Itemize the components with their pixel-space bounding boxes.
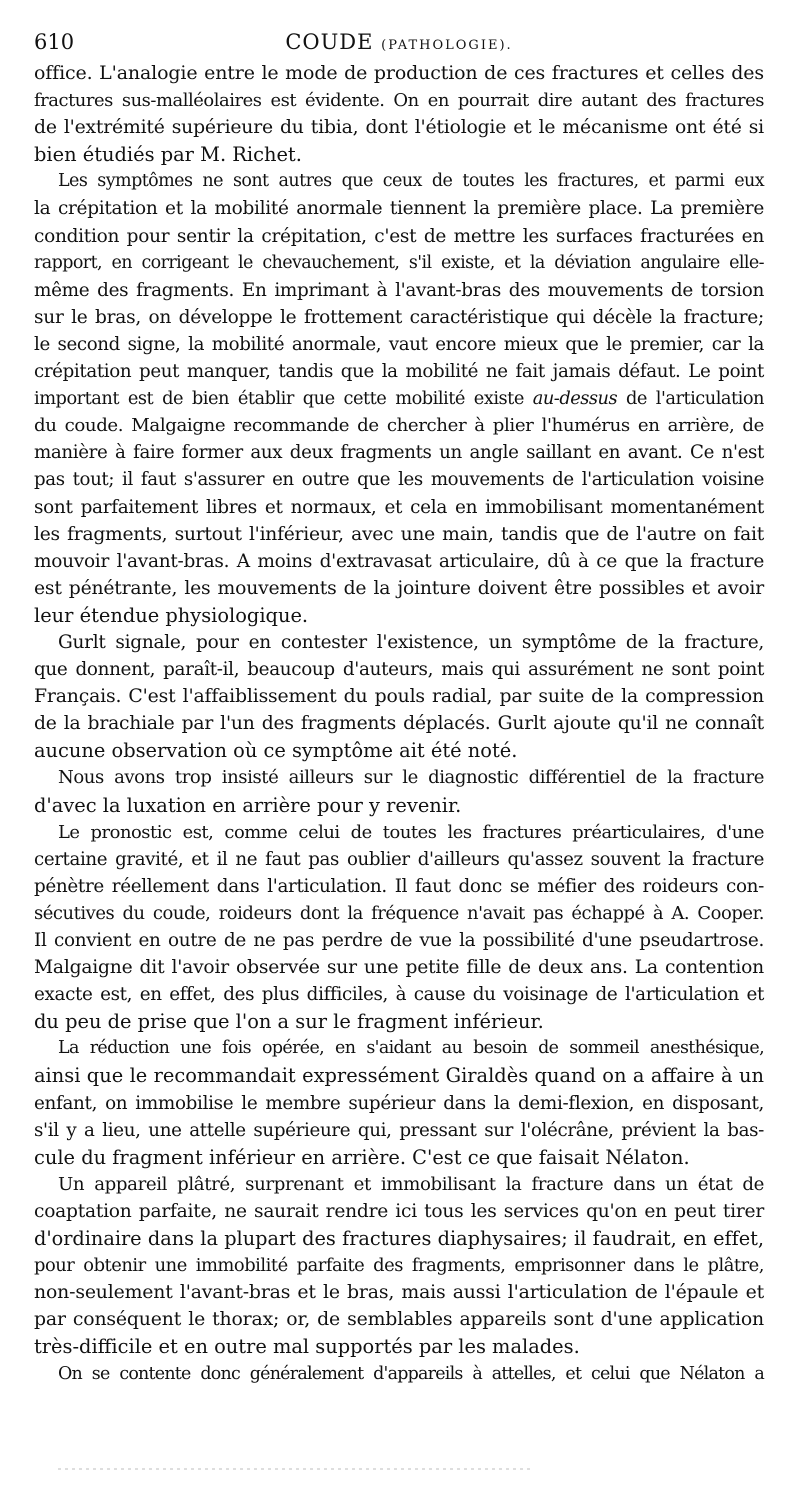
text-line: Malgaigne dit l'avoir observée sur une petite fille de deux ans. La contention [34, 957, 764, 979]
text-line: les fragments, surtout l'inférieur, avec une main, tandis que de l'autre on fait [34, 523, 764, 545]
text-line: ainsi que le recommandait expressément Giraldès quand on a affaire à un [34, 1064, 764, 1088]
text-line: manière à faire former aux deux fragments un angle saillant en avant. Ce n'est [34, 442, 764, 464]
page-number: 610 [34, 30, 75, 54]
paragraph [34, 1361, 764, 1388]
running-head [34, 30, 764, 60]
text-line: On se contente donc généralement d'appareils à attelles, et celui que Nélaton a [58, 1363, 764, 1384]
text-line: rapport, en corrigeant le chevauchement, s'il existe, et la déviation angulaire elle- [34, 252, 764, 273]
text-line: Un appareil plâtré, surprenant et immobilisant la fracture dans un état de [58, 1173, 764, 1195]
text-line: Les symptômes ne sont autres que ceux de toutes les fractures, et parmi eux [58, 171, 764, 192]
text-line: du coude. Malgaigne recommande de chercher à plier l'humérus en arrière, de [34, 415, 764, 437]
paragraph [34, 764, 764, 818]
text-line: de l'extrémité supérieure du tibia, dont l'étiologie et le mécanisme ont été si [34, 117, 764, 139]
running-title-main: COUDE [285, 30, 374, 54]
text-line: condition pour sentir la crépitation, c'est de mettre les surfaces fracturées en [34, 225, 764, 247]
paragraph [34, 629, 764, 764]
running-title [34, 30, 764, 54]
text-line: important est de bien établir que cette mobilité existe au-dessus de l'articulation [34, 388, 765, 410]
text-line: du peu de prise que l'on a sur le fragment inférieur. [34, 1010, 544, 1034]
text-line: pour obtenir une immobilité parfaite des fragments, emprisonner dans le plâtre, [34, 1255, 764, 1277]
text-line: que donnent, paraît-il, beaucoup d'auteurs, mais qui assurément ne sont point [34, 659, 764, 681]
text-line: Gurlt signale, pour en contester l'existence, un symptôme de la fracture, [58, 631, 764, 653]
text-line: d'ordinaire dans la plupart des fractures diaphysaires; il faudrait, en effet, [34, 1227, 764, 1251]
text-line: sur le bras, on développe le frottement caractéristique qui décèle la fracture; [34, 306, 764, 328]
text-line: bien étudiés par M. Richet. [34, 143, 302, 167]
text-line: très-difficile et en outre mal supportés par les malades. [34, 1335, 580, 1359]
paragraph [34, 1035, 764, 1170]
text-line: office. L'analogie entre le mode de production de ces fractures et celles des [34, 62, 764, 84]
text-line: de la brachiale par l'un des fragments déplacés. Gurlt ajoute qu'il ne connaît [34, 713, 764, 735]
text-line: est pénétrante, les mouvements de la jointure doivent être possibles et avoir [34, 577, 764, 599]
text-line: Français. C'est l'affaiblissement du pouls radial, par suite de la compression [34, 686, 764, 708]
text-line: sont parfaitement libres et normaux, et cela en immobilisant momentanément [34, 496, 764, 518]
text-line: la crépitation et la mobilité anormale tiennent la première place. La première [34, 198, 764, 220]
paragraph [34, 168, 764, 629]
text-line: non-seulement l'avant-bras et le bras, mais aussi l'articulation de l'épaule et [34, 1282, 764, 1304]
text-line: d'avec la luxation en arrière pour y revenir. [34, 793, 462, 817]
text-line: certaine gravité, et il ne faut pas oublier d'ailleurs qu'assez souvent la fracture [34, 848, 764, 870]
print-smudge [58, 1468, 533, 1470]
running-title-subtitle: (PATHOLOGIE). [381, 38, 513, 53]
text-line: fractures sus-malléolaires est évidente. On en pourrait dire autant des fractures [34, 90, 764, 112]
text-line: leur étendue physiologique. [34, 603, 309, 627]
text-line: sécutives du coude, roideurs dont la fréquence n'avait pas échappé à A. Cooper. [34, 902, 764, 924]
document-page [34, 30, 764, 1388]
text-line: pas tout; il faut s'assurer en outre que les mouvements de l'articulation voisine [34, 469, 764, 491]
emphasis: au-dessus [532, 388, 618, 410]
text-line: Il convient en outre de ne pas perdre de vue la possibilité d'une pseudartrose. [34, 930, 764, 951]
text-line: La réduction une fois opérée, en s'aidant au besoin de sommeil anesthésique, [58, 1038, 764, 1059]
text-line: exacte est, en effet, des plus difficiles, à cause du voisinage de l'articulation et [34, 984, 764, 1006]
paragraph [34, 819, 764, 1036]
text-line: s'il y a lieu, une attelle supérieure qui, pressant sur l'olécrâne, prévient la bas- [34, 1119, 764, 1141]
text-line: crépitation peut manquer, tandis que la mobilité ne fait jamais défaut. Le point [34, 361, 764, 383]
text-line: aucune observation où ce symptôme ait été noté. [34, 739, 518, 763]
text-line: le second signe, la mobilité anormale, vaut encore mieux que le premier, car la [34, 333, 764, 355]
text-line: pénètre réellement dans l'articulation. Il faut donc se méfier des roideurs con- [34, 875, 764, 897]
text-line: cule du fragment inférieur en arrière. C'est ce que faisait Nélaton. [34, 1145, 690, 1169]
text-line: Nous avons trop insisté ailleurs sur le diagnostic différentiel de la fracture [58, 767, 764, 789]
paragraph [34, 60, 764, 168]
body-text [34, 60, 764, 1388]
text-line: coaptation parfaite, ne saurait rendre ici tous les services qu'on en peut tirer [34, 1200, 764, 1222]
text-line: Le pronostic est, comme celui de toutes les fractures préarticulaires, d'une [58, 821, 764, 843]
text-line: même des fragments. En imprimant à l'avant-bras des mouvements de torsion [34, 279, 764, 301]
text-line: enfant, on immobilise le membre supérieur dans la demi-flexion, en disposant, [34, 1092, 764, 1114]
text-line: mouvoir l'avant-bras. A moins d'extravasat articulaire, dû à ce que la fracture [34, 550, 764, 572]
paragraph [34, 1171, 764, 1361]
text-line: par conséquent le thorax; or, de semblables appareils sont d'une application [34, 1309, 764, 1331]
